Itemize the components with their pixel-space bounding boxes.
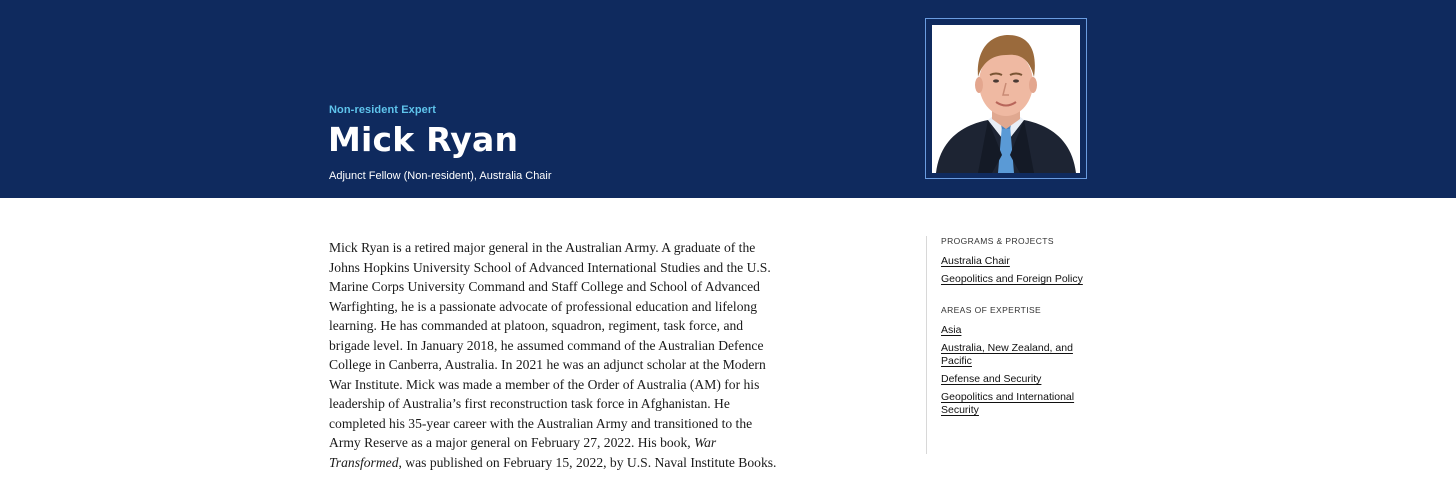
bio-text-end: , was published on February 15, 2022, by U.S. Naval Institute Books. — [398, 454, 777, 470]
expertise-link-asia[interactable]: Asia — [941, 324, 962, 336]
profile-header — [0, 0, 1456, 198]
portrait-frame — [925, 18, 1087, 179]
portrait-illustration — [932, 25, 1080, 173]
program-link-geopolitics-foreign-policy[interactable]: Geopolitics and Foreign Policy — [941, 273, 1083, 285]
profile-sidebar — [926, 236, 1126, 454]
programs-list — [941, 254, 1126, 285]
expertise-link-defense-security[interactable]: Defense and Security — [941, 373, 1042, 385]
expert-portrait — [932, 25, 1080, 173]
biography — [329, 238, 784, 472]
expert-name: Mick Ryan — [328, 120, 519, 159]
expert-type-label: Non-resident Expert — [329, 104, 437, 116]
list-item — [941, 341, 1091, 367]
expertise-link-geopolitics-intl-security[interactable]: Geopolitics and International Security — [941, 391, 1075, 416]
list-item — [941, 254, 1126, 267]
expertise-block — [941, 305, 1126, 416]
bio-text: Mick Ryan is a retired major general in the Australian Army. A graduate of the Johns Hopkins University School of Advanced International Studies and the U.S. Marine Corps University Command and Staff College and School of Advanced Warfighting, he is a passionate advocate of professional education and lifelong learning. He has commanded at platoon, squadron, regiment, task force, and brigade level. In January 2018, he assumed command of the Australian Defence College in Canberra, Australia. In 2021 he was an adjunct scholar at the Modern War Institute. Mick was made a member of the Order of Australia (AM) for his leadership of Australia’s first reconstruction task force in Afghanistan. He completed his 35-year career with the Australian Army and transitioned to the Army Reserve as a major general on February 27, 2022. His book, — [329, 240, 771, 450]
expertise-link-anz-pacific[interactable]: Australia, New Zealand, and Pacific — [941, 342, 1073, 367]
list-item — [941, 323, 1126, 336]
expertise-heading: AREAS OF EXPERTISE — [941, 305, 1042, 315]
list-item — [941, 372, 1126, 385]
list-item — [941, 390, 1101, 416]
expert-role: Adjunct Fellow (Non-resident), Australia Chair — [329, 170, 552, 182]
programs-heading: PROGRAMS & PROJECTS — [941, 236, 1054, 246]
bio-paragraph — [329, 238, 784, 472]
list-item — [941, 272, 1126, 285]
expertise-list — [941, 323, 1126, 416]
book-title: War Transformed — [329, 435, 717, 470]
program-link-australia-chair[interactable]: Australia Chair — [941, 255, 1010, 267]
